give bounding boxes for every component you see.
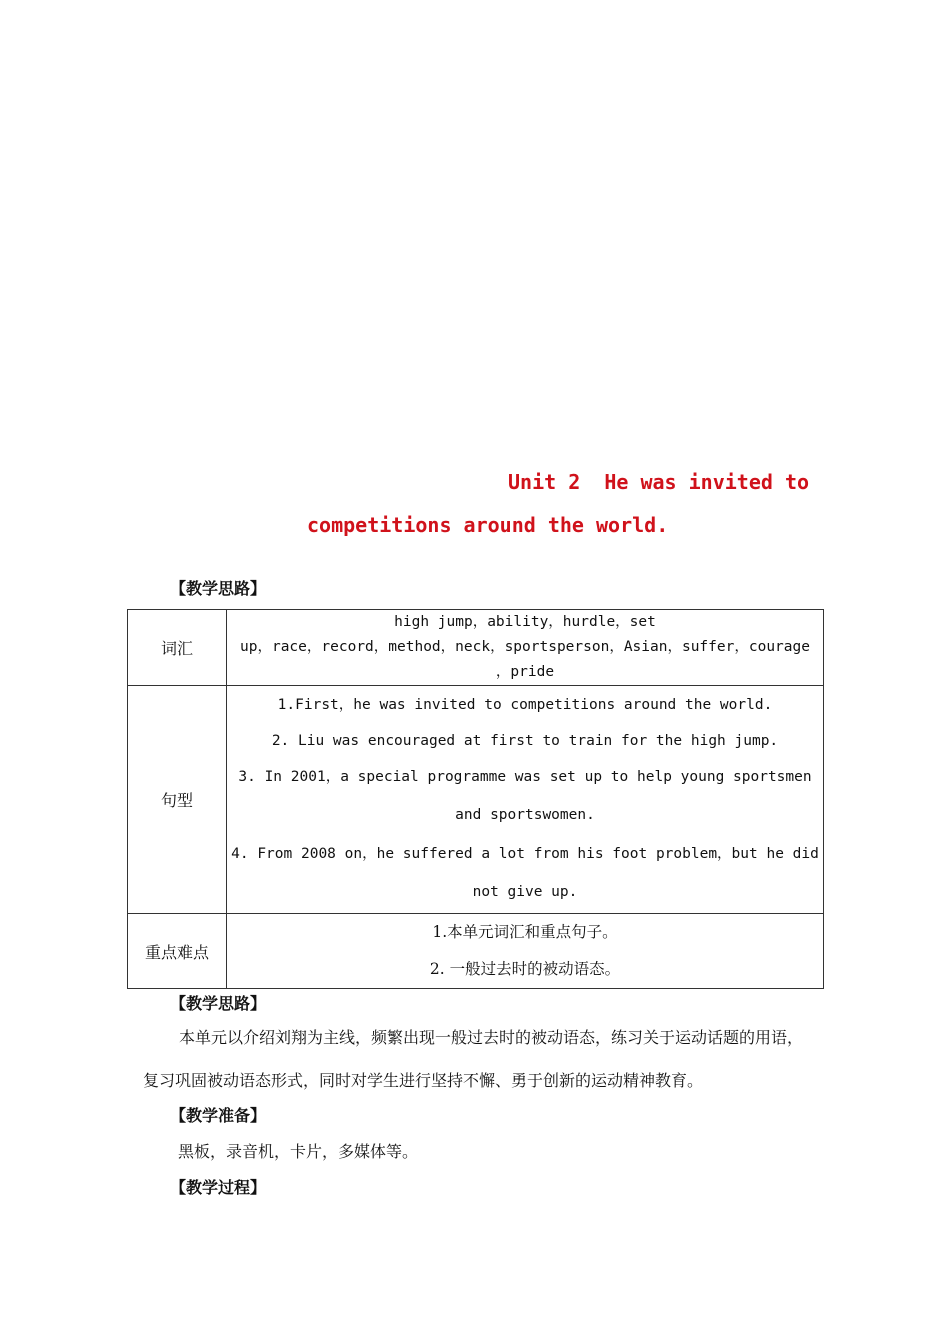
table-row-key-points bbox=[128, 914, 824, 989]
pattern-line: 1.First，he was invited to competitions around the world. bbox=[277, 696, 773, 713]
key-point: 2. 一般过去时的被动语态。 bbox=[429, 960, 621, 978]
preparation-text: 黑板，录音机，卡片，多媒体等。 bbox=[178, 1142, 419, 1161]
pattern-line: 3. In 2001，a special programme was set up to help young sportsmen bbox=[238, 768, 812, 785]
vocab-line: ，pride bbox=[495, 664, 555, 680]
teaching-plan-table bbox=[127, 609, 824, 989]
title-line-2: competitions around the world. bbox=[307, 513, 669, 537]
table-row-vocabulary bbox=[128, 610, 824, 686]
intro-paragraph: 本单元以介绍刘翔为主线，频繁出现一般过去时的被动语态，练习关于运动话题的用语，复习巩固被动语态形式，同时对学生进行坚持不懈、勇于创新的运动精神教育。 bbox=[143, 1028, 804, 1090]
title-line-1: Unit 2 He was invited to bbox=[508, 470, 810, 494]
section-heading-teaching-ideas: 【教学思路】 bbox=[170, 579, 267, 598]
pattern-cell bbox=[227, 686, 824, 914]
pattern-line: and sportswomen. bbox=[455, 806, 595, 823]
vocab-line: high jump，ability，hurdle，set bbox=[394, 614, 656, 630]
pattern-line: 4. From 2008 on，he suffered a lot from his foot problem，but he did bbox=[231, 845, 819, 862]
section-heading-process: 【教学过程】 bbox=[170, 1178, 267, 1197]
key-point: 1.本单元词汇和重点句子。 bbox=[432, 923, 618, 941]
pattern-line: 2. Liu was encouraged at first to train for the high jump. bbox=[271, 732, 779, 749]
pattern-line: not give up. bbox=[472, 883, 578, 900]
section-heading-teaching-ideas-2: 【教学思路】 bbox=[170, 994, 267, 1013]
vocab-cell bbox=[227, 610, 824, 686]
key-points-cell bbox=[227, 914, 824, 989]
table-row-sentence-patterns bbox=[128, 686, 824, 914]
pattern-label: 句型 bbox=[128, 686, 227, 914]
vocab-line: up，race，record，method，neck，sportsperson，Asian，suffer，courage bbox=[240, 639, 810, 655]
vocab-label: 词汇 bbox=[128, 610, 227, 686]
key-points-label: 重点难点 bbox=[128, 914, 227, 989]
section-heading-preparation: 【教学准备】 bbox=[170, 1106, 267, 1125]
